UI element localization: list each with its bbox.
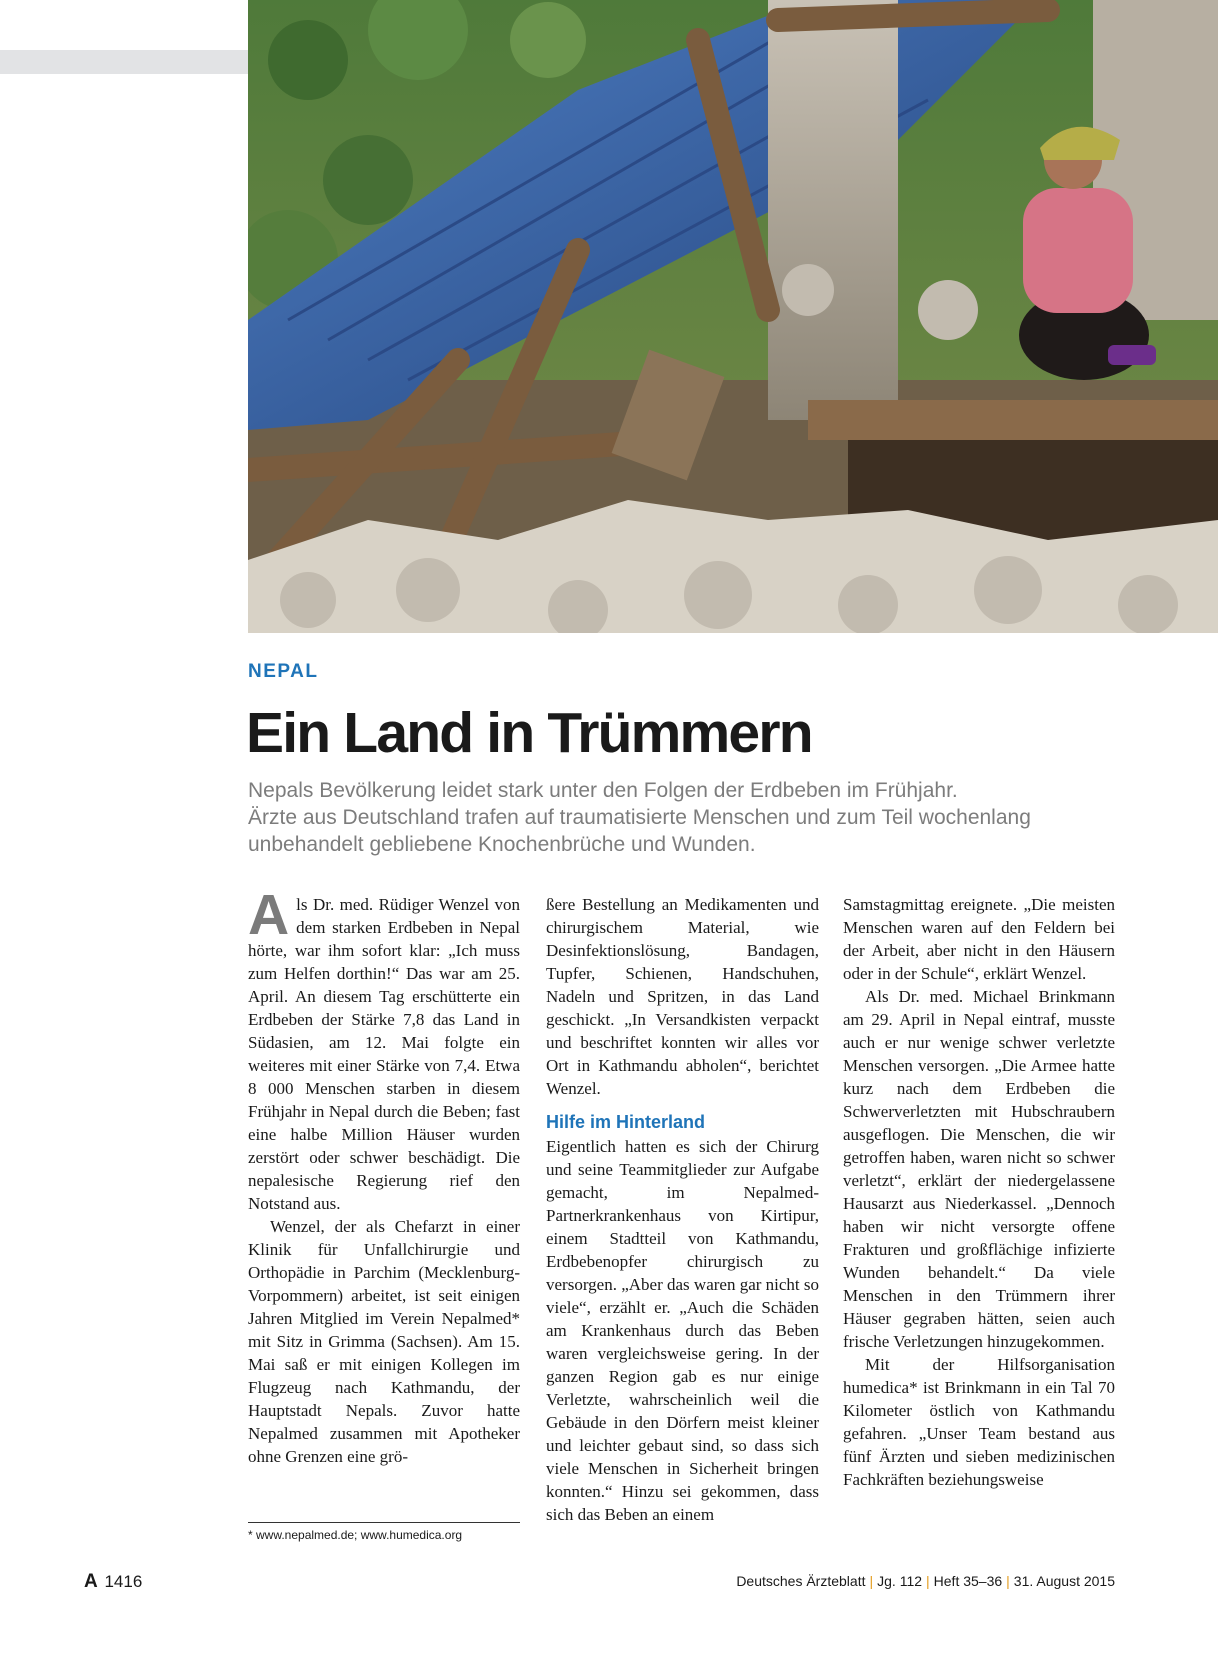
lead-line: Nepals Bevölkerung leidet stark unter den Folgen der Erdbeben im Frühjahr. bbox=[248, 779, 958, 802]
body-paragraph: Wenzel, der als Chefarzt in einer Klinik für Unfallchirurgie und Orthopädie in Parchim (Mecklenburg-Vorpommern) arbeitet, ist seit einigen Jahren Mitglied im Verein Nepalmed* mit Sitz in Grimma (Sachsen). Am 15. Mai saß er mit einigen Kollegen im Flugzeug nach Kathmandu, der Hauptstadt Nepals. Zuvor hatte Nepalmed zusammen mit Apotheker ohne Grenzen eine grö- bbox=[248, 1217, 520, 1466]
article-column-1 bbox=[248, 883, 520, 1468]
footnote-rule bbox=[248, 1522, 520, 1523]
article-column-2 bbox=[546, 893, 819, 1526]
journal-volume: Jg. 112 bbox=[877, 1573, 923, 1589]
body-paragraph: Als Dr. med. Michael Brinkmann am 29. April in Nepal eintraf, musste auch er nur wenige schwer verletzte Menschen versorgen. „Die Armee hatte kurz nach dem Erdbeben die Schwerverletzten mit Hubschraubern ausgeflogen. Die Menschen, die wir getroffen haben, waren nicht so schwer verletzt“, erklärt der niedergelassene Hausarzt aus Niederkassel. „Dennoch haben wir nicht versorgte offene Frakturen und großflächige infizierte Wunden behandelt.“ Da viele Menschen in den Trümmern ihrer Häuser gegraben hätten, seien auch frische Verletzungen hinzugekommen. bbox=[843, 987, 1115, 1351]
body-paragraph: Mit der Hilfsorganisation humedica* ist Brinkmann in ein Tal 70 Kilometer östlich von Kathmandu gefahren. „Unser Team bestand aus fünf Ärzten und sieben medizinischen Fachkräften beziehungsweise bbox=[843, 1355, 1115, 1489]
paragraph-text: ls Dr. med. Rüdiger Wenzel von dem starken Erdbeben in Nepal hörte, war ihm sofort klar: „Ich muss zum Helfen dorthin!“ Das war am 25. April. An diesem Tag erschütterte ein Erdbeben der Stärke 7,8 das Land in Südasien, am 12. Mai folgte ein weiteres mit einer Stärke von 7,4. Etwa 8 000 Menschen starben in diesem Frühjahr in Nepal durch die Beben; fast eine halbe Million Häuser wurden zerstört oder schwer beschädigt. Die nepalesische Regierung rief den Notstand aus. bbox=[248, 895, 520, 1213]
article-lead bbox=[248, 777, 1208, 858]
page-number bbox=[84, 1571, 142, 1593]
body-paragraph: Samstagmittag ereignete. „Die meisten Menschen waren auf den Feldern bei der Arbeit, aber nicht in den Häusern oder in der Schule“, erklärt Wenzel. bbox=[843, 895, 1115, 983]
footer-separator: | bbox=[926, 1573, 930, 1589]
journal-name: Deutsches Ärzteblatt bbox=[736, 1573, 866, 1589]
footer-separator: | bbox=[869, 1573, 874, 1589]
lead-line: unbehandelt gebliebene Knochenbrüche und Wunden. bbox=[248, 833, 756, 856]
body-paragraph: ßere Bestellung an Medikamenten und chirurgischem Material, wie Desinfektionslösung, Bandagen, Tupfer, Schienen, Handschuhen, Nadeln und Spritzen, in das Land geschickt. „In Versandkisten verpackt und beschriftet konnten wir alles vor Ort in Kathmandu abholen“, berichtet Wenzel. bbox=[546, 895, 819, 1098]
earthquake-ruins-photo bbox=[248, 0, 1218, 633]
drop-cap: A bbox=[248, 883, 290, 947]
article-headline: Ein Land in Trümmern bbox=[246, 701, 812, 765]
section-subheading: Hilfe im Hinterland bbox=[546, 1112, 706, 1132]
body-paragraph bbox=[248, 883, 520, 1215]
journal-date: 31. August 2015 bbox=[1013, 1573, 1115, 1589]
lead-line: Ärzte aus Deutschland trafen auf traumatisierte Menschen und zum Teil wochenlang bbox=[248, 806, 1031, 829]
body-paragraph: Eigentlich hatten es sich der Chirurg und seine Teammitglieder zur Aufgabe gemacht, im Nepalmed-Partnerkrankenhaus von Kirtipur, einem Stadtteil von Kathmandu, Erdbebenopfer chirurgisch zu versorgen. „Aber das waren gar nicht so viele“, erzählt er. „Auch die Schäden am Krankenhaus durch das Beben waren vergleichsweise gering. In der ganzen Region gab es nur einige Verletzte, wahrscheinlich weil die Gebäude in den Dörfern meist kleiner und leichter gebaut sind, so dass sich viele Menschen in Sicherheit bringen konnten.“ Hinzu sei gekommen, dass sich das Beben an einem bbox=[546, 1137, 820, 1524]
page-prefix: A bbox=[84, 1571, 98, 1592]
journal-footer bbox=[736, 1573, 1115, 1589]
article-column-3 bbox=[843, 893, 1115, 1491]
journal-issue: Heft 35–36 bbox=[933, 1573, 1003, 1589]
footer-separator: | bbox=[1006, 1573, 1010, 1589]
header-grey-bar bbox=[0, 50, 248, 74]
footnote: * www.nepalmed.de; www.humedica.org bbox=[248, 1528, 463, 1542]
page-number-value: 1416 bbox=[104, 1572, 143, 1591]
section-kicker: NEPAL bbox=[248, 661, 319, 682]
